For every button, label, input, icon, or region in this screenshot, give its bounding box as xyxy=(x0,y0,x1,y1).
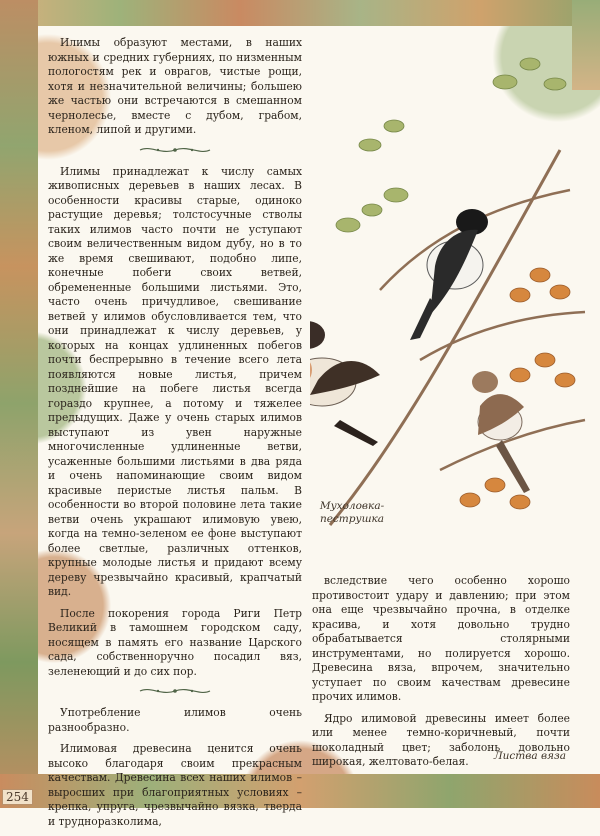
top-leaf-border xyxy=(0,0,600,26)
ornament-divider-icon xyxy=(138,145,212,155)
left-text-column xyxy=(48,36,302,836)
paragraph: Илимы образуют местами, в наших южных и средних губерниях, по низменным пологостям рек и оврагов, чистые рощи, хотя и незначительной величины; большею же частью они встречаются в смешанном чернолесье, вместе с дубом, грабом, кленом, липой и другими. xyxy=(48,36,302,136)
bird-and-elm-illustration xyxy=(310,30,590,570)
left-leaf-border xyxy=(0,0,38,808)
right-text-column xyxy=(312,574,570,777)
paragraph: Употребление илимов очень разнообразно. xyxy=(48,706,302,734)
paragraph: Илимы принадлежат к числу самых живописных деревьев в наших лесах. В особенности красивы старые, одиноко растущие деревья; толстосучные стволы таких илимов часто почти не уступают своим величественным видом дубу, но в то же время свешивают, подобно липе, конечные побеги своих ветвей, обремененные большими листьями. Это, часто очень причудливое, свешивание ветвей у илимов обусловливается тем, что они принадлежат к числу деревьев, у которых на концах удлиненных побегов почти беспрерывно в течение всего лета появляются новые листья, причем позднейшие на побеге листья всегда гораздо крупнее, а потому и тяжелее предыдущих. Даже у очень старых илимов выступают из увен наружные многочисленные удлиненные ветви, усаженные большими листьями в два ряда и очень напоминающие своим видом красивые перистые листья пальм. В особенности во второй половине лета такие ветви очень украшают илимовую увею, когда на темно-зеленом ее фоне выступают более светлые, различных оттенков, крупные молодые листья и придают всему дереву чрезвычайно красивый, крапчатый вид. xyxy=(48,164,302,598)
ornament-divider-icon xyxy=(138,686,212,696)
page-number: 254 xyxy=(2,789,33,805)
paragraph: вследствие чего особенно хорошо противостоит удару и давлению; при этом она еще чрезвычайно прочна, в отделке красива, и хотя довольно трудно обрабатывается столярными инструментами, но полируется хорошо. Древесина вяза, впрочем, значительно уступает по своим качествам древесине прочих илимов. xyxy=(312,574,570,703)
paragraph: После покорения города Риги Петр Великий в тамошнем городском саду, носящем в память его название Царского сада, собственноручно посадил вяз, зеленеющий и до сих пор. xyxy=(48,606,302,678)
bird-caption: Мухоловка-пеструшка xyxy=(319,500,385,525)
leaf-caption: Листва вяза xyxy=(493,750,566,762)
paragraph: Илимовая древесина ценится очень высоко благодаря своим прекрасным качествам. Древесина всех наших илимов – выросших при благоприятных условиях – крепка, упруга, чрезвычайно вязка, тверда и трудноразколима, xyxy=(48,742,302,828)
paragraph: Ядро илимовой древесины имеет более или менее темно-коричневый, почти шоколадный цвет; заболонь довольно широкая, желтовато-белая. xyxy=(312,711,570,768)
